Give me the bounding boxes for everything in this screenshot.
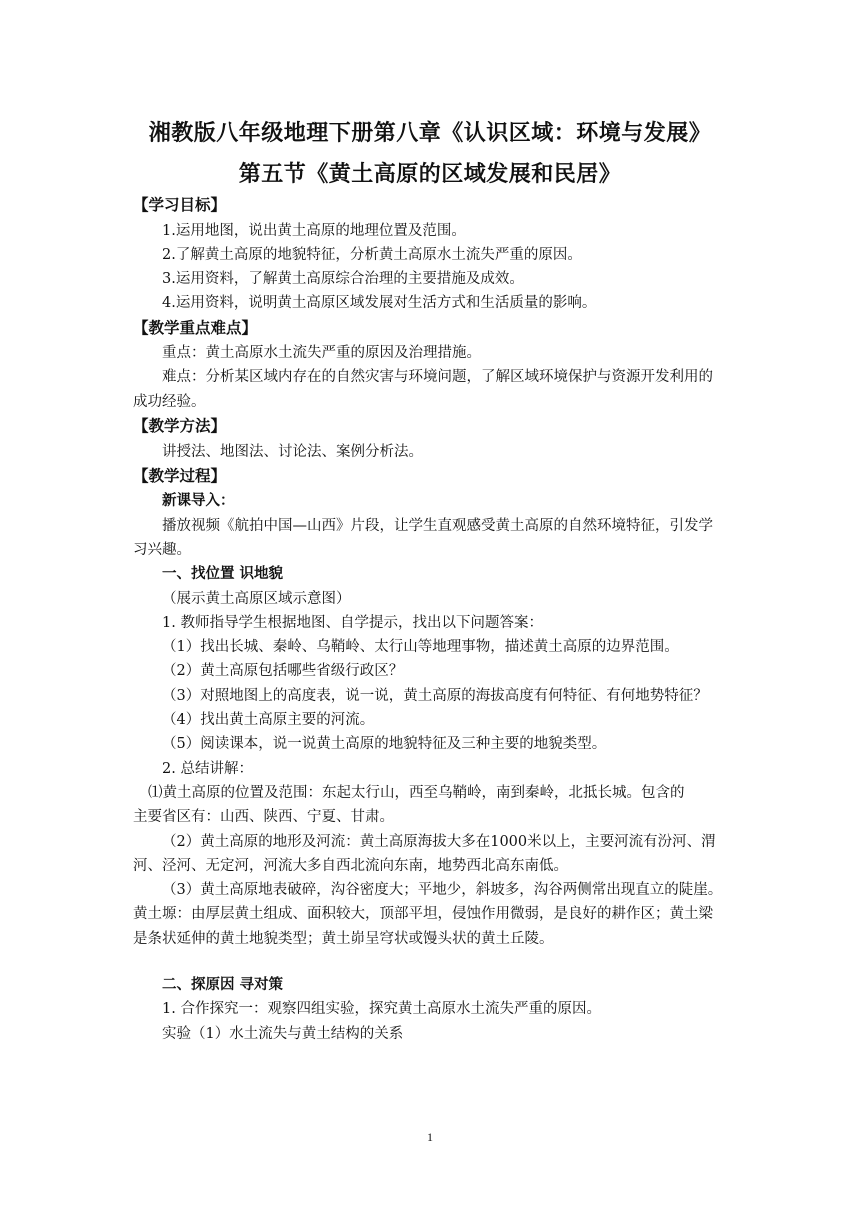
- objective-item: 3.运用资料，了解黄土高原综合治理的主要措施及成效。: [162, 271, 524, 288]
- summary-paragraph-cont: 黄土塬：由厚层黄土组成、面积较大，顶部平坦，侵蚀作用微弱，是良好的耕作区；黄土梁: [133, 906, 713, 923]
- part1-summary-heading: 2. 总结讲解：: [162, 760, 253, 777]
- methods-text: 讲授法、地图法、讨论法、案例分析法。: [162, 443, 423, 460]
- part2-experiment: 实验（1）水土流失与黄土结构的关系: [162, 1025, 404, 1042]
- intro-text-cont: 习兴趣。: [133, 541, 191, 558]
- part1-question: （5）阅读课本，说一说黄土高原的地貌特征及三种主要的地貌类型。: [162, 736, 607, 753]
- summary-paragraph-cont: 主要省区有：山西、陕西、宁夏、甘肃。: [133, 809, 394, 826]
- part1-question: （3）对照地图上的高度表，说一说，黄土高原的海拔高度有何特征、有何地势特征？: [162, 687, 708, 704]
- part1-question: （4）找出黄土高原主要的河流。: [162, 712, 375, 729]
- summary-paragraph-cont: 是条状延伸的黄土地貌类型；黄土峁呈穹状或馒头状的黄土丘陵。: [133, 930, 554, 947]
- spacer: [133, 951, 733, 973]
- objective-item: 4.运用资料，说明黄土高原区域发展对生活方式和生活质量的影响。: [162, 295, 597, 312]
- document-title: 湘教版八年级地理下册第八章《认识区域：环境与发展》: [148, 121, 712, 146]
- methods-heading: 【教学方法】: [133, 417, 227, 436]
- summary-paragraph: （2）黄土高原的地形及河流：黄土高原海拔大多在1000米以上，主要河流有汾河、渭: [162, 833, 716, 850]
- intro-text: 播放视频《航拍中国—山西》片段，让学生直观感受黄土高原的自然环境特征，引发学: [162, 517, 713, 534]
- summary-paragraph: ⑴黄土高原的位置及范围：东起太行山，西至乌鞘岭，南到秦岭，北抵长城。包含的: [148, 784, 685, 801]
- difficulty-text-cont: 成功经验。: [133, 393, 206, 410]
- document-subtitle: 第五节《黄土高原的区域发展和民居》: [238, 162, 622, 187]
- part1-question: （2）黄土高原包括哪些省级行政区？: [162, 663, 404, 680]
- part2-task: 1. 合作探究一：观察四组实验，探究黄土高原水土流失严重的原因。: [162, 1001, 601, 1018]
- keypoint-text: 重点：黄土高原水土流失严重的原因及治理措施。: [162, 345, 481, 362]
- page-number: 1: [427, 1130, 433, 1144]
- difficulty-text: 难点：分析某区域内存在的自然灾害与环境问题，了解区域环境保护与资源开发利用的: [162, 369, 713, 386]
- objective-item: 2.了解黄土高原的地貌特征，分析黄土高原水土流失严重的原因。: [162, 246, 582, 263]
- part1-note: （展示黄土高原区域示意图）: [162, 590, 351, 607]
- objective-item: 1.运用地图，说出黄土高原的地理位置及范围。: [162, 222, 466, 239]
- objectives-heading: 【学习目标】: [133, 196, 227, 214]
- part2-heading: 二、探原因 寻对策: [162, 977, 284, 994]
- part1-heading: 一、找位置 识地貌: [162, 566, 284, 583]
- keypoints-heading: 【教学重点难点】: [133, 318, 258, 337]
- part1-question: （1）找出长城、秦岭、乌鞘岭、太行山等地理事物，描述黄土高原的边界范围。: [162, 639, 679, 656]
- intro-heading: 新课导入：: [162, 493, 235, 510]
- part1-task: 1. 教师指导学生根据地图、自学提示，找出以下问题答案：: [162, 614, 543, 631]
- summary-paragraph-cont: 河、泾河、无定河，河流大多自西北流向东南，地势西北高东南低。: [133, 857, 568, 874]
- summary-paragraph: （3）黄土高原地表破碎，沟谷密度大；平地少，斜坡多，沟谷两侧常出现直立的陡崖。: [162, 882, 723, 899]
- document-body: [133, 193, 733, 1046]
- process-heading: 【教学过程】: [133, 466, 227, 485]
